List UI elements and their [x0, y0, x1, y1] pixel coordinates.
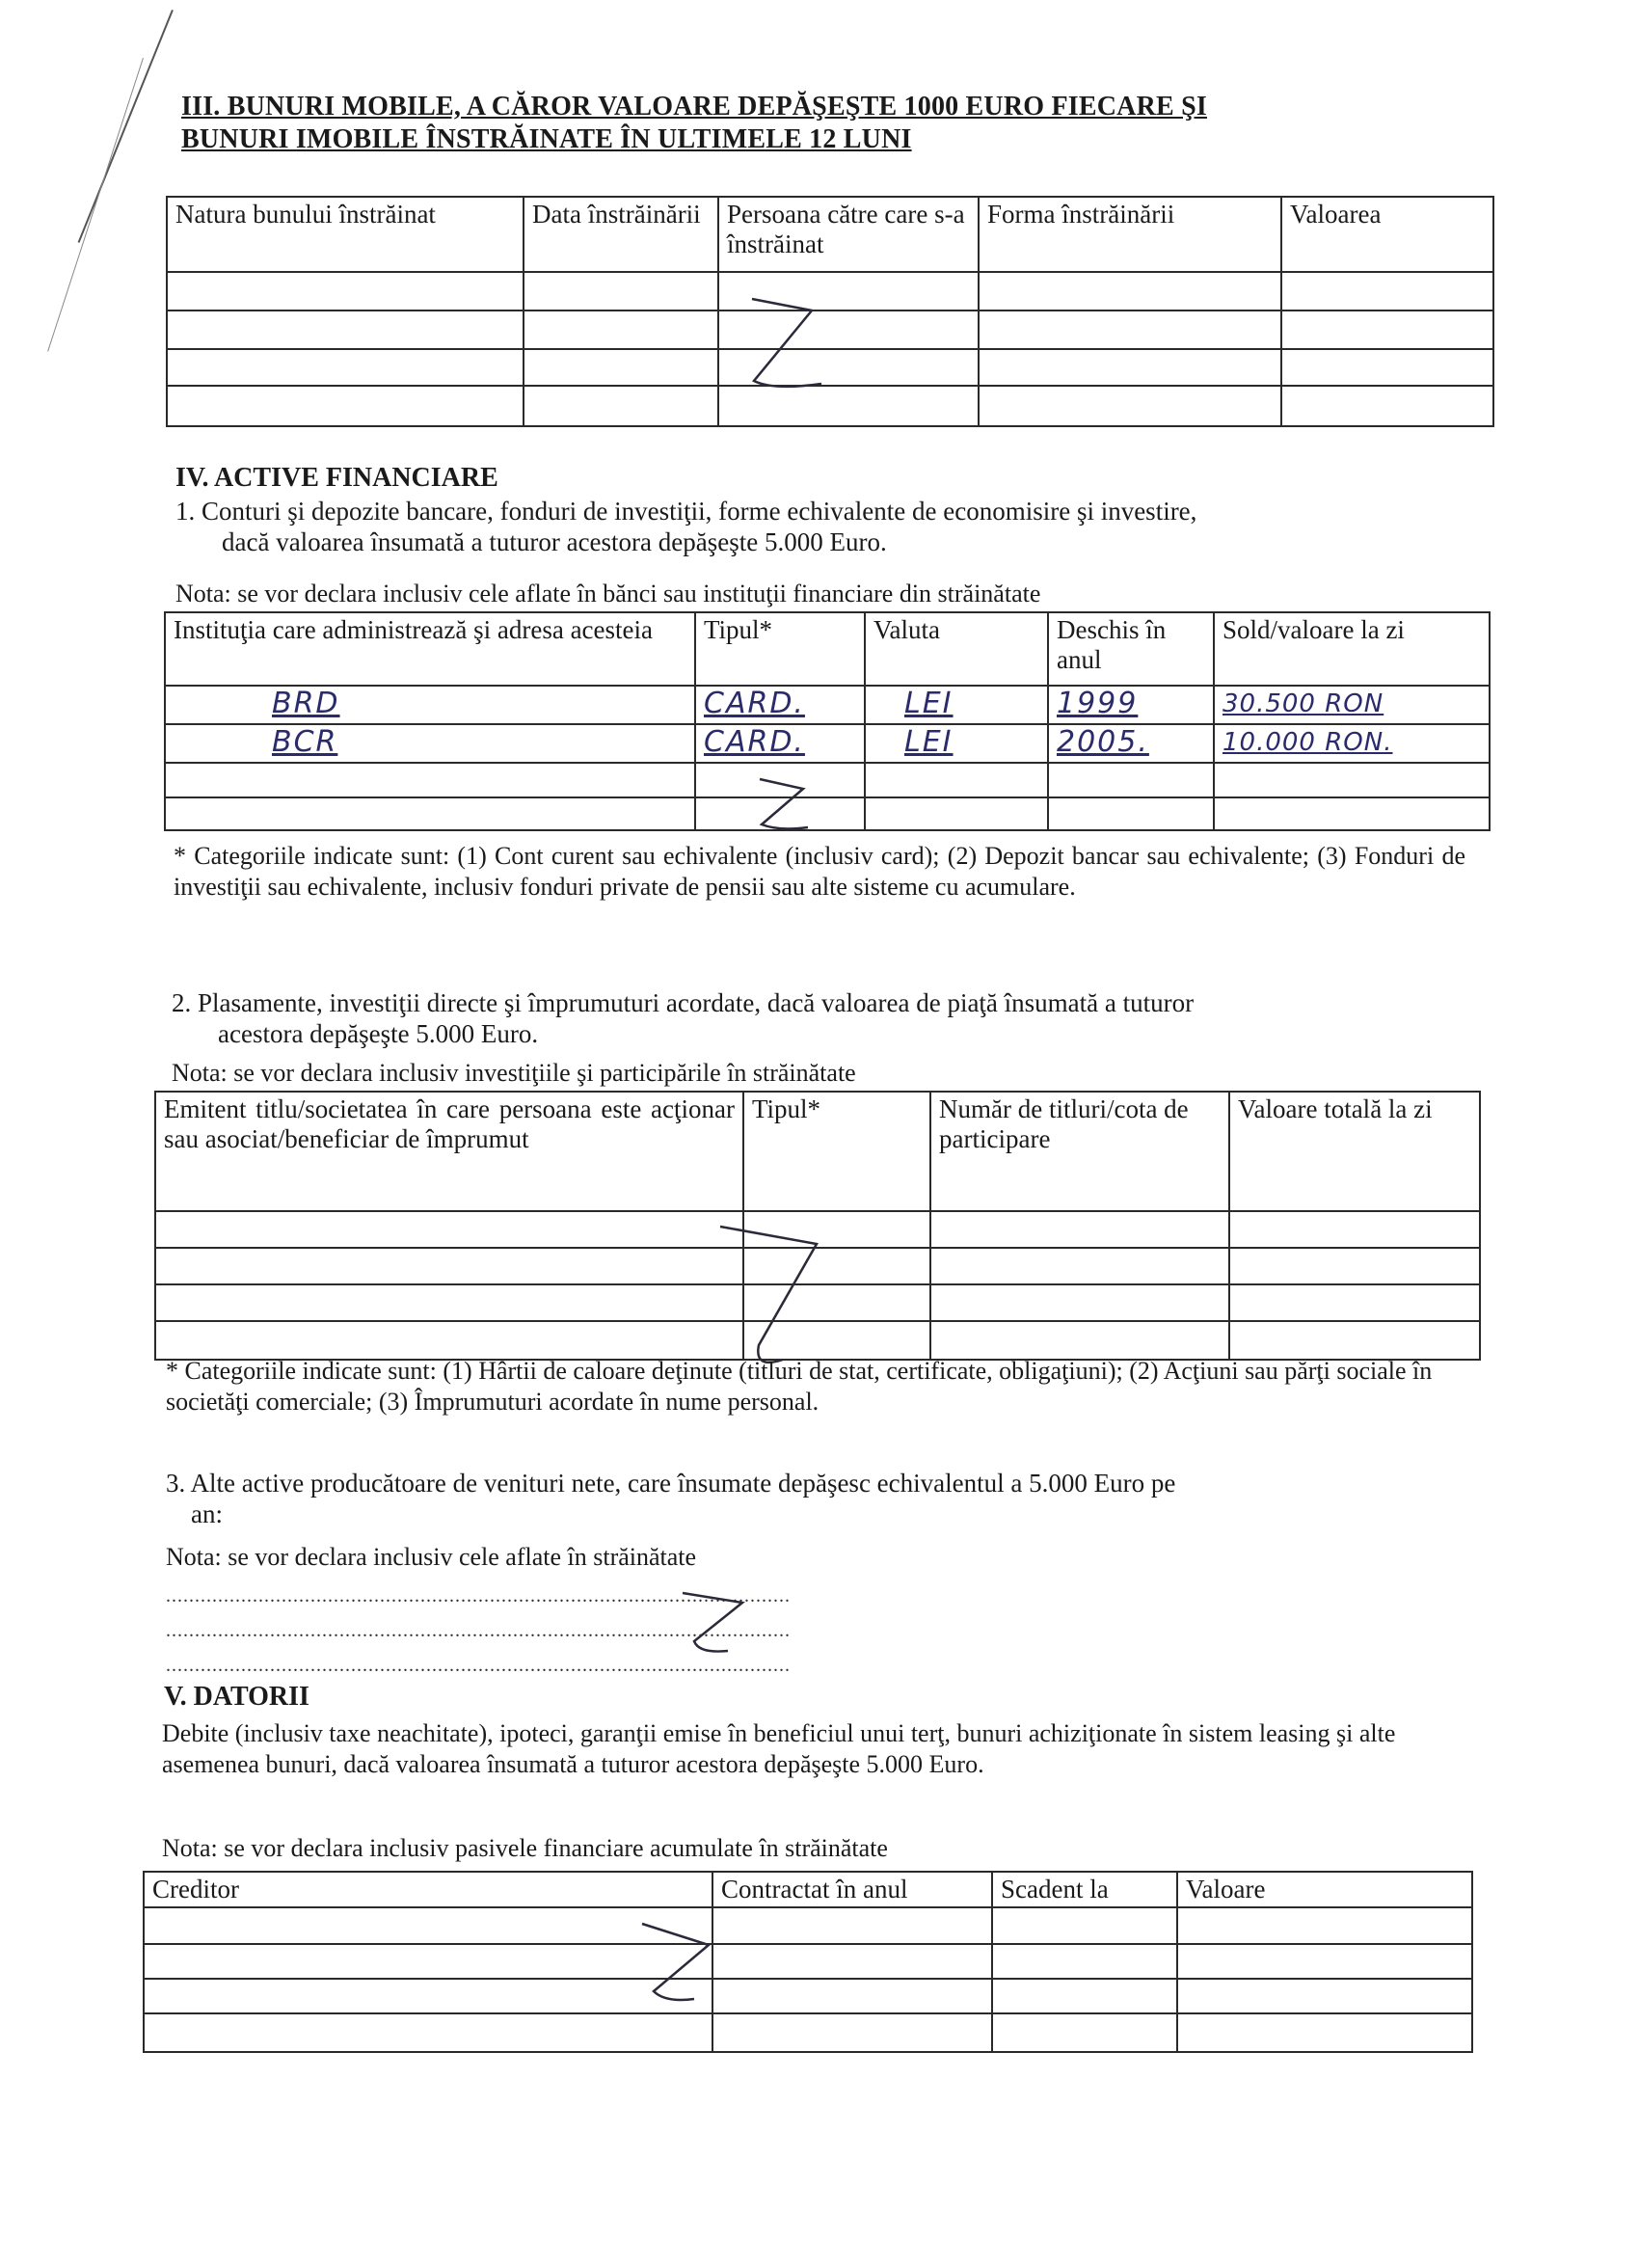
item3-line1: 3. Alte active producătoare de venituri nete, care însumate depăşesc echivalentul a 5.000 Euro pe: [166, 1469, 1176, 1498]
col-header: Valuta: [865, 612, 1048, 686]
scan-edge-line: [47, 58, 144, 352]
z-strike-mark: [675, 1581, 762, 1668]
col-header: Deschis în anul: [1048, 612, 1214, 686]
table-row: [165, 797, 1490, 830]
item1-line1: 1. Conturi şi depozite bancare, fonduri de investiţii, forme echivalente de economisire şi investire,: [175, 497, 1197, 526]
section-3-title: [181, 91, 1492, 156]
col-header: Creditor: [144, 1872, 712, 1907]
item2-line1: 2. Plasamente, investiţii directe şi împrumuturi acordate, dacă valoarea de piaţă însumată a tuturor: [172, 988, 1195, 1017]
handwritten-currency: LEI: [904, 687, 954, 720]
col-header: Valoare totală la zi: [1229, 1092, 1480, 1211]
item1-footnote: * Categoriile indicate sunt: (1) Cont curent sau echivalente (inclusiv card); (2) Depozit bancar sau echivalente; (3) Fonduri de investiţii sau echivalente, inclusiv fonduri private de pensii sau alte sisteme cu acumulare.: [174, 842, 1465, 901]
col-header: Scadent la: [992, 1872, 1177, 1907]
section-5-title: V. DATORII: [164, 1682, 309, 1712]
table-row: [144, 1907, 1472, 1944]
section-5-text: Debite (inclusiv taxe neachitate), ipoteci, garanţii emise în beneficiul unui terţ, bunuri achiziţionate în sistem leasing şi alte asemenea bunuri, dacă valoarea însumată a tuturor acestora depăşeşte 5.000 Euro.: [162, 1719, 1396, 1778]
table-row: [144, 1979, 1472, 2013]
col-header: Persoana către care s-a înstrăinat: [718, 197, 979, 272]
section-4-item1-text: [175, 496, 1496, 557]
col-header: Tipul*: [695, 612, 865, 686]
col-header: Contractat în anul: [712, 1872, 992, 1907]
col-header: Număr de titluri/cota de participare: [930, 1092, 1229, 1211]
col-header: Forma înstrăinării: [979, 197, 1281, 272]
col-header: Tipul*: [743, 1092, 930, 1211]
z-strike-mark: [715, 1215, 831, 1379]
col-header: Instituţia care administrează şi adresa acesteia: [165, 612, 695, 686]
handwritten-institution: BRD: [272, 687, 340, 720]
handwritten-year: 1999: [1057, 687, 1139, 720]
table-row: [165, 763, 1490, 797]
item1-line2: dacă valoarea însumată a tuturor acestora depăşeşte 5.000 Euro.: [222, 527, 887, 556]
dotted-line: ............................................................................................................: [166, 1655, 791, 1676]
col-header: Sold/valoare la zi: [1214, 612, 1490, 686]
item2-footnote: * Categoriile indicate sunt: (1) Hârtii de caloare deţinute (titluri de stat, certificate, obligaţiuni); (2) Acţiuni sau părţi sociale în societăţi comerciale; (3) Împrumuturi acordate în nume personal.: [166, 1357, 1433, 1416]
col-header: Natura bunului înstrăinat: [167, 197, 524, 272]
item3-line2: an:: [191, 1499, 223, 1528]
handwritten-type: CARD.: [704, 687, 805, 720]
table-row: [144, 1944, 1472, 1979]
handwritten-balance: 30.500 RON: [1223, 689, 1384, 718]
z-strike-mark: [744, 289, 841, 395]
table-row: [144, 2013, 1472, 2052]
section-4-item2-note: Nota: se vor declara inclusiv investiţiile şi participările în străinătate: [172, 1059, 856, 1087]
handwritten-currency: LEI: [904, 725, 954, 759]
col-header: Data înstrăinării: [524, 197, 718, 272]
handwritten-balance: 10.000 RON.: [1223, 728, 1393, 757]
section-4-item1-note: Nota: se vor declara inclusiv cele aflate în bănci sau instituţii financiare din străinătate: [175, 580, 1041, 608]
col-header: Emitent titlu/societatea în care persoana este acţionar sau asociat/beneficiar de împrumut: [155, 1092, 743, 1211]
scan-edge-line: [78, 10, 174, 243]
dotted-line: ............................................................................................................: [166, 1585, 791, 1606]
debts-table: [143, 1871, 1473, 2053]
section-4-item3-text: [166, 1468, 1487, 1529]
z-strike-mark: [636, 1914, 723, 2020]
z-strike-mark: [750, 771, 827, 839]
table-row: [165, 724, 1490, 763]
handwritten-year: 2005.: [1057, 725, 1149, 759]
section-4-title: IV. ACTIVE FINANCIARE: [175, 463, 498, 493]
handwritten-institution: BCR: [272, 725, 338, 759]
dotted-line: ............................................................................................................: [166, 1620, 791, 1641]
handwritten-type: CARD.: [704, 725, 805, 759]
section-4-item2-text: [172, 987, 1492, 1049]
section-3-title-line2: BUNURI IMOBILE ÎNSTRĂINATE ÎN ULTIMELE 12 LUNI: [181, 124, 912, 154]
col-header: Valoare: [1177, 1872, 1472, 1907]
table-row: [165, 686, 1490, 724]
section-4-item3-note: Nota: se vor declara inclusiv cele aflate în străinătate: [166, 1543, 697, 1571]
section-3-title-line1: III. BUNURI MOBILE, A CĂROR VALOARE DEPĂŞEŞTE 1000 EURO FIECARE ŞI: [181, 92, 1207, 122]
section-5-note: Nota: se vor declara inclusiv pasivele financiare acumulate în străinătate: [162, 1834, 888, 1862]
item2-line2: acestora depăşeşte 5.000 Euro.: [218, 1019, 539, 1048]
col-header: Valoarea: [1281, 197, 1493, 272]
bank-accounts-table: [164, 611, 1491, 831]
